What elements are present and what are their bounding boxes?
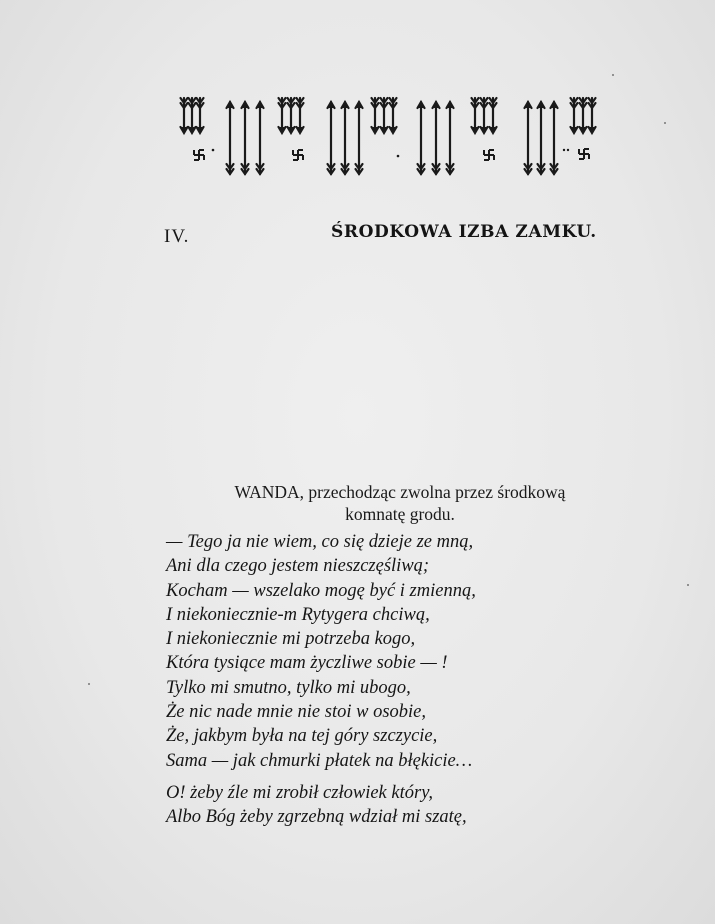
paper-speck [88,683,90,685]
verse-line: Albo Bóg żeby zgrzebną wdział mi szatę, [166,807,467,828]
stage-direction-line: komnatę grodu. [345,504,455,524]
chapter-title: ŚRODKOWA IZBA ZAMKU. [331,222,597,242]
paper-speck [687,584,689,586]
chapter-number: IV. [164,226,190,247]
verse-line: I niekoniecznie mi potrzeba kogo, [166,629,416,650]
verse-line: Kocham — wszelako mogę być i zmienną, [166,580,476,601]
paper-speck [664,122,666,124]
stage-direction [160,481,640,525]
verse-line: Tylko mi smutno, tylko mi ubogo, [166,677,411,698]
verse-line: Że nic nade mnie nie stoi w osobie, [166,702,426,723]
paper-speck [612,74,614,76]
verse-line: Sama — jak chmurki płatek na błękicie… [166,750,473,771]
decorative-border-ornament-icon [178,92,603,178]
verse-line: I niekoniecznie-m Rytygera chciwą, [166,604,430,625]
stage-direction-line: WANDA, przechodząc zwolna przez środkową [234,482,566,502]
verse-stanza-2 [166,781,666,830]
verse-line: Która tysiące mam życzliwe sobie — ! [166,653,448,674]
verse-line: — Tego ja nie wiem, co się dzieje ze mną, [166,532,474,552]
verse-line: Że, jakbym była na tej góry szczycie, [166,726,438,747]
verse-line: O! żeby źle mi zrobił człowiek który, [166,783,434,803]
verse-stanza-1 [166,530,666,773]
verse-line: Ani dla czego jestem nieszczęśliwą; [166,556,430,577]
